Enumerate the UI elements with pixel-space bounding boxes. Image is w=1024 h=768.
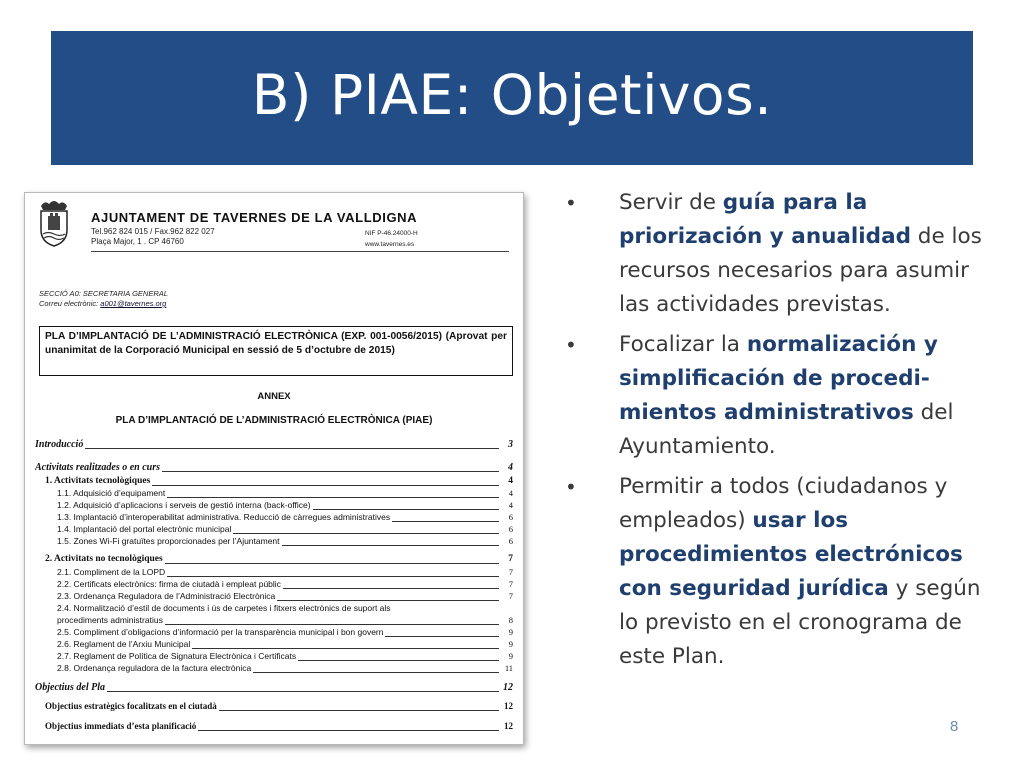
toc-entry-text: Objectius immediats d’esta planificació [45, 721, 197, 731]
toc-entry-text: 1.4. Implantació del portal electrònic municipal [57, 524, 232, 534]
bullet-text: Permitir a todos (ciudadanos y empleados) [619, 474, 948, 533]
toc-entry-text: 1.3. Implantació d’interoperabilitat administrativa. Reducció de càrregues administratives [57, 512, 391, 522]
org-address: Plaça Major, 1 . CP 46760 [91, 237, 184, 246]
toc-entry [35, 682, 513, 694]
toc-page-number: 9 [499, 651, 513, 661]
toc-entry-text: Objectius estratègics focalitzats en el ciutadà [45, 701, 217, 711]
bullet-text: y según lo previsto en el cronograma de este Plan. [619, 576, 981, 669]
town-crest-icon [37, 198, 71, 248]
toc-entry-text: Introducció [35, 439, 84, 450]
email-line [39, 299, 166, 308]
toc-page-number: 7 [499, 591, 513, 601]
org-tel-fax: Tel.962 824 015 / Fax.962 822 027 [91, 227, 215, 236]
emphasis-text: guía para la priorización y anualidad [619, 190, 911, 249]
toc-entry [45, 554, 513, 566]
toc-entry-text: 2.7. Reglament de Política de Signatura Electrònica i Certificats [57, 651, 297, 661]
toc-entry-text: 2.3. Ordenança Reguladora de l’Administració Electrònica [57, 591, 276, 601]
objective-item [565, 328, 997, 464]
toc-entry-text: Objectius del Pla [35, 682, 105, 693]
objectives-list [565, 186, 997, 680]
toc-entry [57, 627, 513, 639]
emphasis-text: usar los procedimientos electrónicos con seguridad jurídica [619, 508, 963, 601]
toc-page-number: 4 [499, 488, 513, 498]
toc-entry [57, 567, 513, 579]
toc-entry-text: 2.5. Compliment d’obligacions d’informació per la transparència municipal i bon govern [57, 627, 384, 637]
objective-item [565, 186, 997, 322]
toc-entry [57, 524, 513, 536]
toc-page-number: 4 [499, 500, 513, 510]
toc-entry [35, 439, 513, 451]
toc-page-number: 12 [499, 682, 513, 693]
toc-page-number: 7 [499, 554, 513, 564]
toc-entry [57, 512, 513, 524]
toc-entry-text: 2. Activitats no tecnològiques [45, 554, 163, 564]
toc-page-number: 7 [499, 579, 513, 589]
toc-page-number: 4 [499, 476, 513, 486]
toc-page-number: 6 [499, 512, 513, 522]
toc-entry [45, 476, 513, 488]
toc-entry-text: 2.8. Ordenança reguladora de la factura electrònica [57, 663, 252, 673]
toc-entry-text: 2.2. Certificats electrònics: firma de ciutadà i empleat públic [57, 579, 281, 589]
org-nif: NIF P-46.24000-H [365, 230, 418, 237]
toc-page-number: 8 [499, 615, 513, 625]
org-name: AJUNTAMENT DE TAVERNES DE LA VALLDIGNA [91, 210, 418, 225]
toc-entry [57, 579, 513, 591]
toc-entry-text: 2.1. Compliment de la LOPD [57, 567, 166, 577]
document-image [24, 192, 524, 745]
toc-page-number: 9 [499, 627, 513, 637]
toc-entry-text: 1.1. Adquisició d’equipament [57, 488, 166, 498]
toc-page-number: 3 [499, 439, 513, 450]
bullet-text: del Ayuntamiento. [619, 400, 954, 459]
toc-entry [35, 462, 513, 474]
email-label: Correu electrònic: [39, 299, 99, 308]
toc-page-number: 12 [499, 721, 513, 731]
toc-entry [57, 615, 513, 627]
toc-page-number: 6 [499, 524, 513, 534]
bullet-icon: • [565, 333, 577, 357]
toc-entry [57, 488, 513, 500]
slide-number: 8 [950, 718, 959, 735]
toc-leader [35, 448, 499, 449]
toc-entry-text: 1.5. Zones Wi-Fi gratuïtes proporcionades per l’Ajuntament [57, 536, 280, 546]
toc-page-number: 9 [499, 639, 513, 649]
toc-entry-text: 2.6. Reglament de l’Arxiu Municipal [57, 639, 191, 649]
toc-page-number: 6 [499, 536, 513, 546]
toc-entry [57, 536, 513, 548]
emphasis-text: normalización y simplificación de procedi-mientos administrativos [619, 332, 938, 425]
bullet-text: de los recursos necesarios para asumir las actividades previstas. [619, 224, 982, 317]
toc-page-number: 11 [499, 663, 513, 673]
toc-entry-text: Activitats realitzades o en curs [35, 462, 160, 473]
toc-entry-text: procediments administratius [57, 615, 163, 625]
toc-entry-text: 1. Activitats tecnològiques [45, 476, 151, 486]
toc-entry [57, 639, 513, 651]
toc-entry [57, 500, 513, 512]
toc-entry [57, 663, 513, 675]
toc-entry [57, 603, 513, 615]
plan-title-box: PLA D’IMPLANTACIÓ DE L’ADMINISTRACIÓ ELECTRÒNICA (EXP. 001-0056/2015) (Aprovat per unanimitat de la Corporació Municipal en sessió de 5 d’octubre de 2015) [39, 326, 513, 376]
bullet-text: Focalizar la [619, 332, 747, 357]
slide-title: B) PIAE: Objetivos. [251, 63, 773, 127]
annex-title: PLA D’IMPLANTACIÓ DE L’ADMINISTRACIÓ ELECTRÒNICA (PIAE) [115, 415, 433, 426]
email-link[interactable]: a001@tavernes.org [100, 299, 167, 308]
objective-item [565, 470, 997, 674]
bullet-icon: • [565, 475, 577, 499]
toc-page-number: 4 [499, 462, 513, 473]
header-divider [91, 251, 509, 252]
org-web: www.tavernes.es [365, 241, 415, 248]
annex-heading: ANNEX [257, 391, 291, 402]
toc-entry [45, 721, 513, 733]
toc-entry [57, 591, 513, 603]
section-label: SECCIÓ A0: SECRETARIA GENERAL [39, 289, 168, 298]
toc-entry-text: 1.2. Adquisició d’aplicacions i serveis de gestió interna (back-office) [57, 500, 311, 510]
toc-page-number: 7 [499, 567, 513, 577]
bullet-text: Servir de [619, 190, 723, 215]
toc-entry-text: 2.4. Normalització d’estil de documents i ús de carpetes i fitxers electrònics de suport als [57, 603, 391, 613]
toc-page-number: 12 [499, 701, 513, 711]
title-bar [51, 31, 973, 165]
toc-entry [57, 651, 513, 663]
bullet-icon: • [565, 191, 577, 215]
toc-entry [45, 701, 513, 713]
